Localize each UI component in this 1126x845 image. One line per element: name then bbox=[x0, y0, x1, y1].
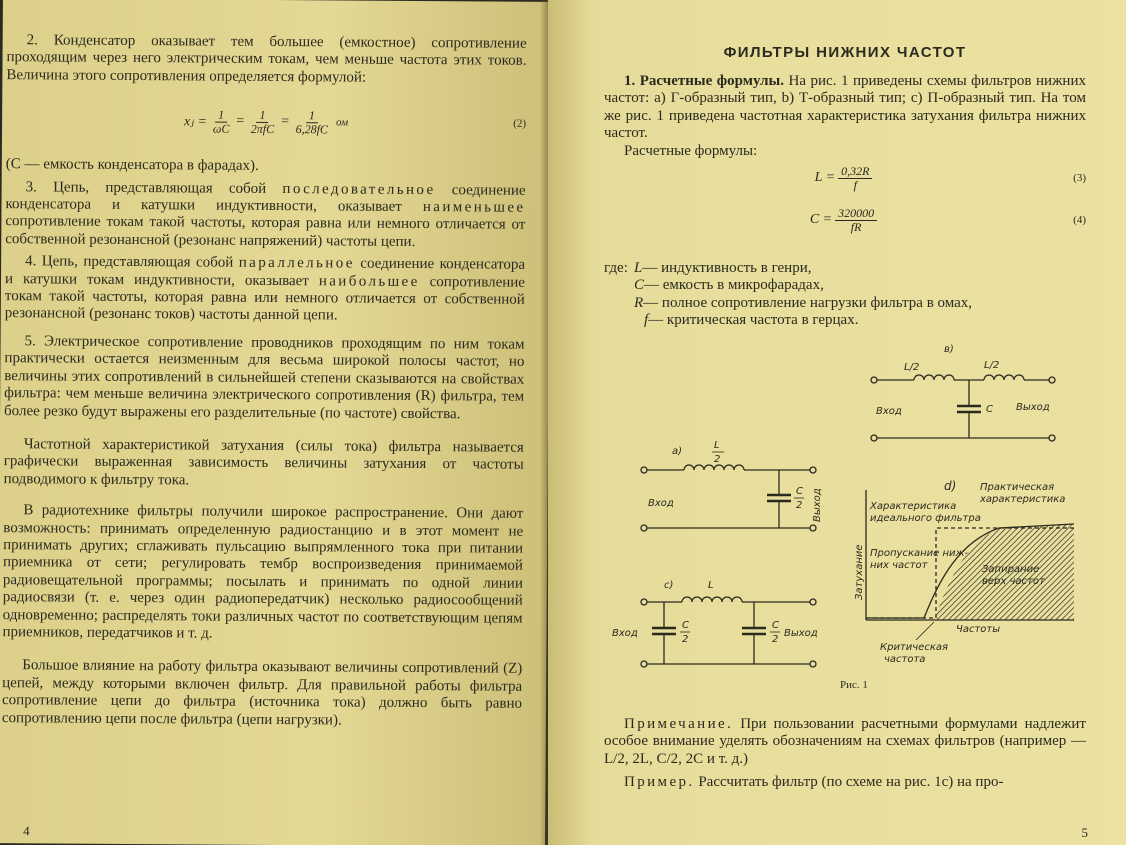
svg-text:Выход: Выход bbox=[812, 488, 823, 522]
section-heading: 1. Расчетные формулы. bbox=[624, 73, 784, 89]
svg-text:Вход: Вход bbox=[612, 628, 638, 639]
svg-text:2: 2 bbox=[714, 454, 721, 465]
paragraph-parallel-circuit: 4. Цепь, представляющая собой параллельное соединение конденсатора и катушки токам индуктивности, оказывает наибольшее сопротивление токам такой частоты, которая равна или немного отличается от собственной резонансной (резонанс токов) частоты данной цепи. bbox=[4, 253, 526, 324]
svg-text:2: 2 bbox=[682, 634, 689, 645]
svg-text:C: C bbox=[796, 486, 803, 497]
example-heading: Пример. bbox=[624, 774, 695, 791]
legend-row: L— индуктивность в генри, bbox=[634, 260, 812, 277]
label-d: d) bbox=[944, 479, 957, 493]
inductor-icon bbox=[684, 465, 744, 470]
page-number-right: 5 bbox=[1081, 825, 1088, 840]
svg-text:C: C bbox=[682, 620, 689, 631]
svg-text:2: 2 bbox=[796, 500, 803, 511]
paragraph-radio-applications: В радиотехнике фильтры получили широкое распространение. Они дают возможность: принимать определенную радиостанцию и в этот момент не принимать других; сглаживать пульсацию выпрямленного тока при питании приемника от сети; регулировать тембр воспроизведения принимаемой радиовещательной программы; посылать и принимать по одной линии радиосвязи (т. е. через один радиопередатчик) несколько радиосообщений одновременно; распределять токи различных частот по соответствующим цепям приемников, передатчиков и т. д. bbox=[2, 502, 524, 642]
svg-text:Критическая: Критическая bbox=[880, 642, 949, 653]
legend-row: f— критическая частота в герцах. bbox=[644, 312, 859, 329]
svg-text:Выход: Выход bbox=[1016, 402, 1050, 413]
svg-text:идеального фильтра: идеального фильтра bbox=[870, 513, 981, 524]
svg-text:Вход: Вход bbox=[876, 406, 902, 417]
svg-text:L/2: L/2 bbox=[984, 360, 1000, 371]
circuit-p-type bbox=[612, 580, 818, 667]
svg-text:C: C bbox=[986, 404, 993, 415]
svg-text:верх частот: верх частот bbox=[982, 576, 1045, 587]
label-b: в) bbox=[944, 344, 954, 355]
label-a: а) bbox=[672, 446, 683, 457]
formulas-intro: Расчетные формулы: bbox=[624, 142, 758, 159]
svg-text:L: L bbox=[708, 580, 714, 591]
svg-text:характеристика: характеристика bbox=[980, 494, 1066, 505]
svg-text:Пропускание ниж-: Пропускание ниж- bbox=[870, 548, 969, 559]
svg-text:них частот: них частот bbox=[870, 560, 928, 571]
svg-text:Частоты: Частоты bbox=[956, 624, 1001, 635]
circuit-g-type bbox=[641, 440, 823, 531]
svg-text:Характеристика: Характеристика bbox=[870, 501, 957, 512]
paragraph-frequency-response: Частотной характеристикой затухания (силы тока) фильтра называется графически выраженная зависимость величины затухания от частоты подводимого к фильтру тока. bbox=[3, 436, 524, 489]
symbol-legend bbox=[604, 260, 1086, 330]
label-c: с) bbox=[664, 580, 674, 591]
formula-4: C = $\frac{320000}{fR}$ (4) bbox=[809, 205, 1086, 234]
figure-caption: Рис. 1 bbox=[840, 679, 868, 690]
svg-text:2: 2 bbox=[772, 634, 779, 645]
svg-text:частота: частота bbox=[884, 654, 926, 665]
inductor-icon bbox=[682, 597, 742, 602]
paragraph-impedance: Большое влияние на работу фильтра оказывают величины сопротивлений (Z) цепей, между которыми включен фильтр. Для правильной работы фильтра сопротивление цепи до фильтра (источника тока) должно быть равно сопротивлению цепи после фильтра (цепи нагрузки). bbox=[1, 657, 523, 729]
equation-number-2: (2) bbox=[513, 117, 527, 130]
formula-3: L = $\frac{0,32R}{f}$ (3) bbox=[814, 163, 1086, 192]
paragraph-example: Пример. Рассчитать фильтр (по схеме на рис. 1с) на про- bbox=[624, 774, 1004, 791]
page-title: ФИЛЬТРЫ НИЖНИХ ЧАСТОТ bbox=[723, 44, 967, 61]
equation-number-3: (3) bbox=[1073, 172, 1086, 185]
svg-text:C: C bbox=[772, 620, 779, 631]
paragraph-capacitor: 2. Конденсатор оказывает тем большее (емкостное) сопротивление проходящим через него электрическим токам, чем меньше частота этих токов. Величина этого сопротивления определяется формулой: bbox=[6, 32, 527, 86]
formula-2-lhs: xⱼ = bbox=[184, 114, 207, 130]
svg-text:Запирание: Запирание bbox=[982, 564, 1040, 575]
inductor-icon bbox=[984, 375, 1024, 380]
left-page bbox=[0, 0, 551, 845]
paragraph-note: Примечание. При пользовании расчетными формулами надлежит особое внимание уделять обозначениям на схемах фильтров (например — L/2, 2L, C/2, 2C и т. д.) bbox=[604, 716, 1086, 767]
attenuation-graph bbox=[854, 479, 1074, 665]
right-page bbox=[548, 0, 1126, 845]
formula-2: xⱼ = $\frac{1}{\omega C}$ = $\frac{1}{\text{2πfC}}$ = $\frac{1}{6,28fC}$ ом (2) bbox=[184, 107, 527, 137]
svg-text:Вход: Вход bbox=[648, 498, 674, 509]
svg-text:L: L bbox=[714, 440, 720, 451]
note-heading: Примечание. bbox=[624, 716, 734, 732]
note-block bbox=[604, 716, 1086, 792]
inductor-icon bbox=[914, 375, 954, 380]
page-number-left: 4 bbox=[23, 823, 30, 839]
circuit-t-type bbox=[871, 344, 1055, 441]
svg-text:Затухание: Затухание bbox=[854, 544, 865, 600]
svg-text:L/2: L/2 bbox=[904, 362, 920, 373]
equation-number-4: (4) bbox=[1073, 214, 1086, 227]
paragraph-capacitance-note: (C — емкость конденсатора в фарадах). bbox=[5, 156, 259, 175]
svg-text:Выход: Выход bbox=[784, 628, 818, 639]
paragraph-design-formulas: 1. Расчетные формулы. На рис. 1 приведены схемы фильтров нижних частот: а) Г-образный тип, b) Т-образный тип; с) П-образный тип. На том же рис. 1 приведена частотная характеристика затухания фильтра нижних частот. bbox=[604, 73, 1086, 142]
legend-row: R— полное сопротивление нагрузки фильтра в омах, bbox=[634, 294, 973, 311]
legend-where: где: bbox=[604, 260, 628, 277]
legend-row: C— емкость в микрофарадах, bbox=[634, 277, 824, 294]
paragraph-resistance: 5. Электрическое сопротивление проводников проходящим по ним токам практически остается неизменным для весьма широкой полосы частот, но величины этих сопротивлений в сильнейшей степени сказываются на свойствах фильтра: чем меньше величина электрического сопротивления (R) фильтра, тем более резко будут выражены его разделительные (по частоте) свойства. bbox=[4, 333, 525, 422]
figure-1 bbox=[604, 330, 1086, 690]
svg-text:Практическая: Практическая bbox=[980, 482, 1055, 493]
paragraph-series-circuit: 3. Цепь, представляющая собой последовательное соединение конденсатора и катушки индуктивности, оказывает наименьшее сопротивление токам такой частоты, которая равна или немного отличается от собственной резонансной (резонанс напряжений) частоты цепи. bbox=[5, 178, 526, 250]
